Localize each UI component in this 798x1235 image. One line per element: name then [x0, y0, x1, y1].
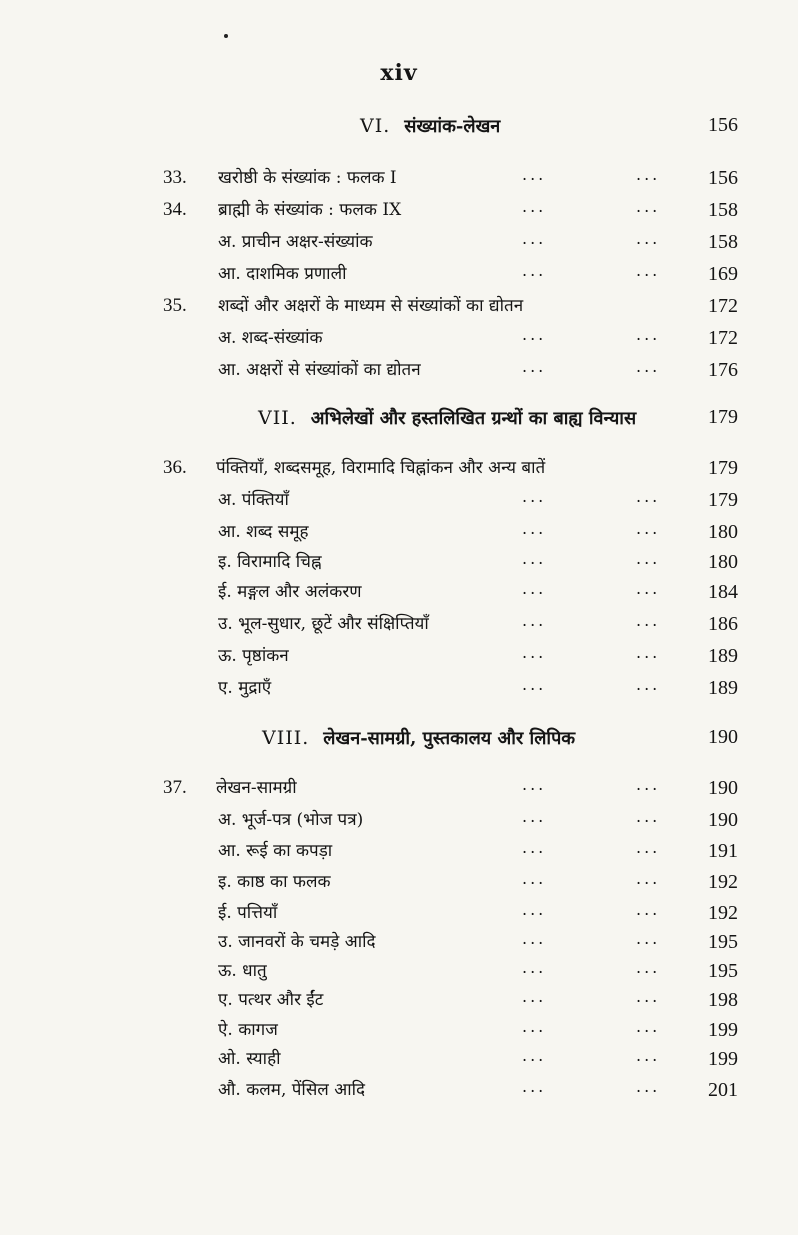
leader-dots: ... [636, 229, 661, 248]
leader-dots: ... [522, 958, 547, 977]
leader-dots: ... [636, 165, 661, 184]
section-page-number: 190 [708, 726, 738, 748]
entry-page-number: 172 [708, 295, 738, 317]
entry-page-number: 190 [708, 809, 738, 831]
leader-dots: ... [636, 643, 661, 662]
toc-entry [0, 1017, 798, 1047]
toc-entry [0, 675, 798, 705]
entry-label: आ. अक्षरों से संख्यांकों का द्योतन [218, 360, 421, 380]
entry-label: अ. भूर्ज-पत्र (भोज पत्र) [218, 810, 364, 830]
leader-dots: ... [522, 1077, 547, 1096]
entry-number: 33. [163, 167, 187, 188]
entry-label: ए. मुद्राएँ [218, 678, 272, 698]
toc-entry [0, 869, 798, 899]
toc-entry [0, 611, 798, 641]
entry-label: अ. पंक्तियाँ [218, 490, 289, 510]
entry-label: शब्दों और अक्षरों के माध्यम से संख्यांकों का द्योतन [218, 296, 524, 316]
toc-entry [0, 487, 798, 517]
section-title-text: लेखन-सामग्री, पुस्तकालय और लिपिक [323, 728, 576, 749]
leader-dots: ... [522, 325, 547, 344]
entry-label: इ. विरामादि चिह्न [218, 552, 322, 572]
leader-dots: ... [522, 838, 547, 857]
leader-dots: ... [636, 900, 661, 919]
entry-page-number: 195 [708, 960, 738, 982]
entry-page-number: 158 [708, 231, 738, 253]
leader-dots: ... [636, 549, 661, 568]
entry-page-number: 180 [708, 551, 738, 573]
toc-entry [0, 165, 798, 195]
section-title [360, 114, 500, 138]
leader-dots: ... [636, 675, 661, 694]
entry-label: लेखन-सामग्री [216, 778, 297, 798]
entry-label: उ. भूल-सुधार, छूटें और संक्षिप्तियाँ [218, 614, 429, 634]
entry-label: उ. जानवरों के चमड़े आदि [218, 932, 376, 952]
leader-dots: ... [636, 519, 661, 538]
toc-entry [0, 1077, 798, 1107]
entry-page-number: 158 [708, 199, 738, 221]
entry-page-number: 169 [708, 263, 738, 285]
leader-dots: ... [636, 869, 661, 888]
entry-label: आ. दाशमिक प्रणाली [218, 264, 347, 284]
leader-dots: ... [522, 1017, 547, 1036]
section-title [262, 726, 575, 750]
entry-label: आ. शब्द समूह [218, 522, 309, 542]
toc-entry [0, 325, 798, 355]
toc-entry [0, 197, 798, 227]
toc-entry [0, 958, 798, 988]
leader-dots: ... [636, 611, 661, 630]
toc-entry [0, 775, 798, 805]
leader-dots: ... [636, 261, 661, 280]
leader-dots: ... [522, 987, 547, 1006]
entry-page-number: 190 [708, 777, 738, 799]
leader-dots: ... [522, 229, 547, 248]
leader-dots: ... [522, 1046, 547, 1065]
entry-number: 36. [163, 457, 187, 478]
toc-entry [0, 929, 798, 959]
entry-label: ए. पत्थर और ईंट [218, 990, 324, 1010]
section-heading [0, 406, 798, 436]
leader-dots: ... [522, 807, 547, 826]
leader-dots: ... [636, 325, 661, 344]
entry-number: 34. [163, 199, 187, 220]
leader-dots: ... [522, 643, 547, 662]
entry-page-number: 199 [708, 1048, 738, 1070]
page-number: xiv [380, 60, 418, 86]
entry-page-number: 198 [708, 989, 738, 1011]
leader-dots: ... [636, 579, 661, 598]
leader-dots: ... [636, 775, 661, 794]
section-heading [0, 114, 798, 144]
entry-label: अ. प्राचीन अक्षर-संख्यांक [218, 232, 373, 252]
leader-dots: ... [522, 261, 547, 280]
entry-page-number: 156 [708, 167, 738, 189]
leader-dots: ... [636, 487, 661, 506]
section-heading [0, 726, 798, 756]
entry-label: इ. काष्ठ का फलक [218, 872, 331, 892]
leader-dots: ... [522, 611, 547, 630]
entry-page-number: 184 [708, 581, 738, 603]
toc-entry [0, 987, 798, 1017]
toc-entry [0, 357, 798, 387]
leader-dots: ... [636, 987, 661, 1006]
entry-label: ई. पत्तियाँ [218, 903, 278, 923]
toc-entry [0, 261, 798, 291]
entry-page-number: 172 [708, 327, 738, 349]
print-speck [224, 34, 228, 38]
leader-dots: ... [522, 519, 547, 538]
entry-label: ओ. स्याही [218, 1049, 281, 1069]
entry-page-number: 186 [708, 613, 738, 635]
section-page-number: 179 [708, 406, 738, 428]
entry-page-number: 192 [708, 871, 738, 893]
leader-dots: ... [522, 357, 547, 376]
entry-label: खरोष्ठी के संख्यांक : फलक I [218, 168, 397, 188]
leader-dots: ... [522, 675, 547, 694]
entry-label: ऊ. पृष्ठांकन [218, 646, 289, 666]
leader-dots: ... [636, 1046, 661, 1065]
entry-page-number: 179 [708, 489, 738, 511]
leader-dots: ... [636, 197, 661, 216]
leader-dots: ... [636, 1077, 661, 1096]
toc-entry [0, 643, 798, 673]
entry-page-number: 191 [708, 840, 738, 862]
entry-page-number: 192 [708, 902, 738, 924]
entry-label: औ. कलम, पेंसिल आदि [218, 1080, 366, 1100]
toc-entry [0, 293, 798, 323]
toc-entry [0, 838, 798, 868]
leader-dots: ... [522, 549, 547, 568]
toc-entry [0, 229, 798, 259]
section-roman-numeral: VII. [258, 407, 297, 429]
leader-dots: ... [522, 165, 547, 184]
section-title-text: अभिलेखों और हस्तलिखित ग्रन्थों का बाह्य विन्यास [310, 408, 637, 429]
leader-dots: ... [522, 869, 547, 888]
leader-dots: ... [636, 838, 661, 857]
leader-dots: ... [636, 1017, 661, 1036]
entry-page-number: 189 [708, 645, 738, 667]
leader-dots: ... [522, 929, 547, 948]
entry-label: पंक्तियाँ, शब्दसमूह, विरामादि चिह्नांकन और अन्य बातें [216, 458, 546, 478]
leader-dots: ... [636, 357, 661, 376]
toc-entry [0, 549, 798, 579]
leader-dots: ... [522, 197, 547, 216]
entry-page-number: 199 [708, 1019, 738, 1041]
entry-number: 37. [163, 777, 187, 798]
leader-dots: ... [522, 775, 547, 794]
entry-label: ई. मङ्गल और अलंकरण [218, 582, 362, 602]
entry-label: ब्राह्मी के संख्यांक : फलक IX [218, 200, 402, 220]
entry-label: ऊ. धातु [218, 961, 267, 981]
toc-entry [0, 900, 798, 930]
toc-entry [0, 579, 798, 609]
entry-page-number: 176 [708, 359, 738, 381]
section-roman-numeral: VI. [360, 115, 391, 137]
section-title [258, 406, 636, 430]
leader-dots: ... [522, 900, 547, 919]
toc-entry [0, 455, 798, 485]
entry-page-number: 179 [708, 457, 738, 479]
entry-page-number: 180 [708, 521, 738, 543]
leader-dots: ... [522, 487, 547, 506]
section-page-number: 156 [708, 114, 738, 136]
leader-dots: ... [522, 579, 547, 598]
section-roman-numeral: VIII. [262, 727, 310, 749]
toc-entry [0, 1046, 798, 1076]
entry-label: आ. रूई का कपड़ा [218, 841, 333, 861]
entry-page-number: 189 [708, 677, 738, 699]
entry-number: 35. [163, 295, 187, 316]
leader-dots: ... [636, 807, 661, 826]
entry-label: ऐ. कागज [218, 1020, 278, 1040]
section-title-text: संख्यांक-लेखन [404, 116, 501, 137]
entry-page-number: 195 [708, 931, 738, 953]
entry-label: अ. शब्द-संख्यांक [218, 328, 323, 348]
toc-entry [0, 807, 798, 837]
toc-entry [0, 519, 798, 549]
leader-dots: ... [636, 929, 661, 948]
entry-page-number: 201 [708, 1079, 738, 1101]
leader-dots: ... [636, 958, 661, 977]
